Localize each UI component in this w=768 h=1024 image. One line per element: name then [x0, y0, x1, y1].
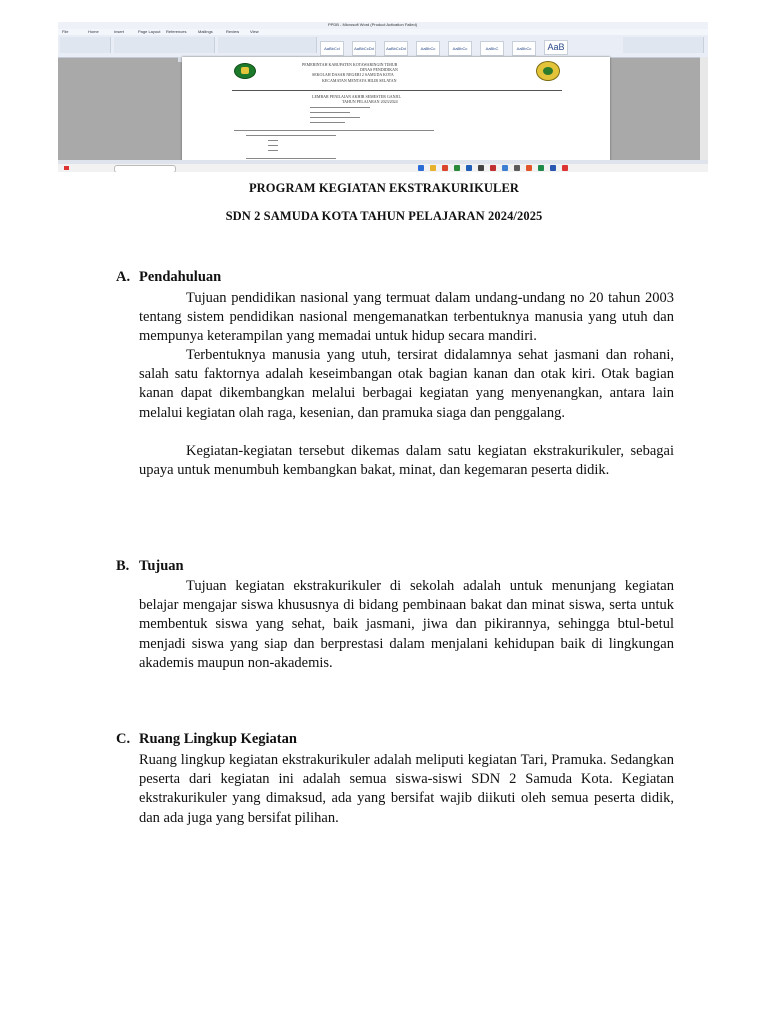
ribbon-tab: Page Layout: [138, 29, 161, 34]
text-line: [310, 112, 350, 113]
ribbon-tab: Mailings: [198, 29, 213, 34]
ribbon-tab: References: [166, 29, 187, 34]
ribbon-tab: File: [62, 29, 69, 34]
style-item: AaBbCc: [416, 41, 440, 56]
style-item: AaBbCcI: [320, 41, 344, 56]
style-item: AaBbCcDd: [384, 41, 408, 56]
app-icon: [502, 165, 508, 171]
doc-header-line: KECAMATAN MENTAYA HILIR SELATAN: [322, 78, 397, 83]
app-icon: [490, 165, 496, 171]
ribbon-tab: Insert: [114, 29, 125, 34]
text-line: [310, 122, 345, 123]
screenshot-titlebar: [58, 22, 708, 29]
regency-logo-icon: [234, 63, 256, 79]
app-icon: [418, 165, 424, 171]
text-line: [310, 107, 370, 108]
school-logo-icon: [536, 61, 560, 81]
section-b-title: Tujuan: [139, 558, 184, 574]
clipboard-group: [60, 37, 111, 53]
section-a-paragraph-3: Kegiatan-kegiatan tersebut dikemas dalam satu kegiatan ekstrakurikuler, sebagai upaya untuk menumbuh kembangkan bakat, minat, dan kegemaran peserta didik.: [139, 443, 674, 479]
section-a-paragraph-1: Tujuan pendidikan nasional yang termuat dalam undang-undang no 20 tahun 2003 tentang sistem pendidikan nasional mengemanatkan terbentuknya manusia yang utuh dan mempunya keterampilan yang memadai untuk hidup secara mandiri.: [139, 290, 674, 345]
app-icon: [478, 165, 484, 171]
screenshot-taskbar: [58, 164, 708, 172]
text-line: [246, 135, 336, 136]
section-a-number: A.: [116, 269, 131, 285]
text-line: [246, 158, 336, 159]
style-item: AaBbCcDd: [352, 41, 376, 56]
style-item: AaBbCc: [448, 41, 472, 56]
app-icon: [442, 165, 448, 171]
app-icon: [550, 165, 556, 171]
weather-icon: [64, 166, 69, 170]
editing-group: [623, 37, 704, 53]
doc-header-line: SEKOLAH DASAR NEGERI 2 SAMUDA KOTA: [312, 72, 394, 77]
section-c-title: Ruang Lingkup Kegiatan: [139, 731, 297, 747]
section-b-paragraph-1: Tujuan kegiatan ekstrakurikuler di sekolah adalah untuk menunjang kegiatan belajar mengajar siswa khususnya di bidang pembinaan bakat dan minat siswa, serta untuk membentuk siswa yang sehat, baik jasmani, jiwa dan pikirannya, sehingga btul-betul menjadi siswa yang siap dan berprestasi dalam menjalani kehidupan baik di lingkungan akademis maupun non-akademis.: [139, 578, 674, 671]
section-c-paragraph-1: Ruang lingkup kegiatan ekstrakurikuler adalah meliputi kegiatan Tari, Pramuka. Sedangkan peserta dari kegiatan ini adalah semua siswa-siswi SDN 2 Samuda Kota. Kegiatan ekstrakurikuler yang dimaksud, ada yang bersifat wajib diikuti oleh semua peserta didik, dan ada juga yang bersifat pilihan.: [139, 752, 674, 826]
section-a-paragraph-2: Terbentuknya manusia yang utuh, tersirat didalamnya sehat jasmani dan rohani, salah satu faktornya adalah keseimbangan otak bagian kanan dan otak kiri. Otak bagian kanan dapat dikembangkan melalui berbagai kegiatan yang menyenangkan, antara lain melalui kegiatan olah raga, kesenian, dan pramuka siaga dan penggalang.: [139, 347, 674, 421]
app-icon: [454, 165, 460, 171]
word-icon: [466, 165, 472, 171]
document-title: PROGRAM KEGIATAN EKSTRAKURIKULER: [248, 181, 520, 195]
embedded-word-screenshot: [58, 22, 708, 172]
screenshot-scrollbar: [700, 57, 708, 162]
ribbon-tab: Review: [226, 29, 240, 34]
doc-header-line: LEMBAR PENILAIAN AKHIR SEMESTER GANJIL: [312, 94, 401, 99]
taskbar-search-icon: [114, 165, 176, 172]
text-line: [234, 130, 434, 131]
text-line: [268, 145, 278, 146]
text-line: [268, 140, 278, 141]
doc-header-line: PEMERINTAH KABUPATEN KOTAWARINGIN TIMUR: [302, 62, 398, 67]
app-icon: [514, 165, 520, 171]
style-gallery: [320, 37, 572, 51]
app-icon: [562, 165, 568, 171]
text-line: [310, 117, 360, 118]
paragraph-group: [218, 37, 317, 53]
ribbon-tab: View: [250, 29, 259, 34]
document-subtitle: SDN 2 SAMUDA KOTA TAHUN PELAJARAN 2024/2025: [225, 209, 543, 223]
style-item: AaBbC: [480, 41, 504, 56]
screenshot-window-title: PPDB - Microsoft Word (Product Activation Failed): [328, 22, 418, 27]
app-icon: [526, 165, 532, 171]
style-item: AaBbCc: [512, 41, 536, 56]
text-line: [268, 150, 278, 151]
doc-header-line: DINAS PENDIDIKAN: [360, 67, 398, 72]
screenshot-document-page: [182, 57, 610, 172]
font-group: [114, 37, 215, 53]
screenshot-ribbon: [58, 35, 708, 58]
section-b-number: B.: [116, 558, 130, 574]
section-a-title: Pendahuluan: [139, 269, 222, 285]
header-rule: [232, 90, 562, 91]
folder-icon: [430, 165, 436, 171]
ribbon-tab: Home: [88, 29, 99, 34]
doc-header-line: TAHUN PELAJARAN 2023/2024: [342, 99, 398, 104]
style-item: AaB: [544, 40, 568, 55]
section-c-number: C.: [116, 731, 131, 747]
window-controls-icon: [678, 23, 704, 27]
app-icon: [538, 165, 544, 171]
